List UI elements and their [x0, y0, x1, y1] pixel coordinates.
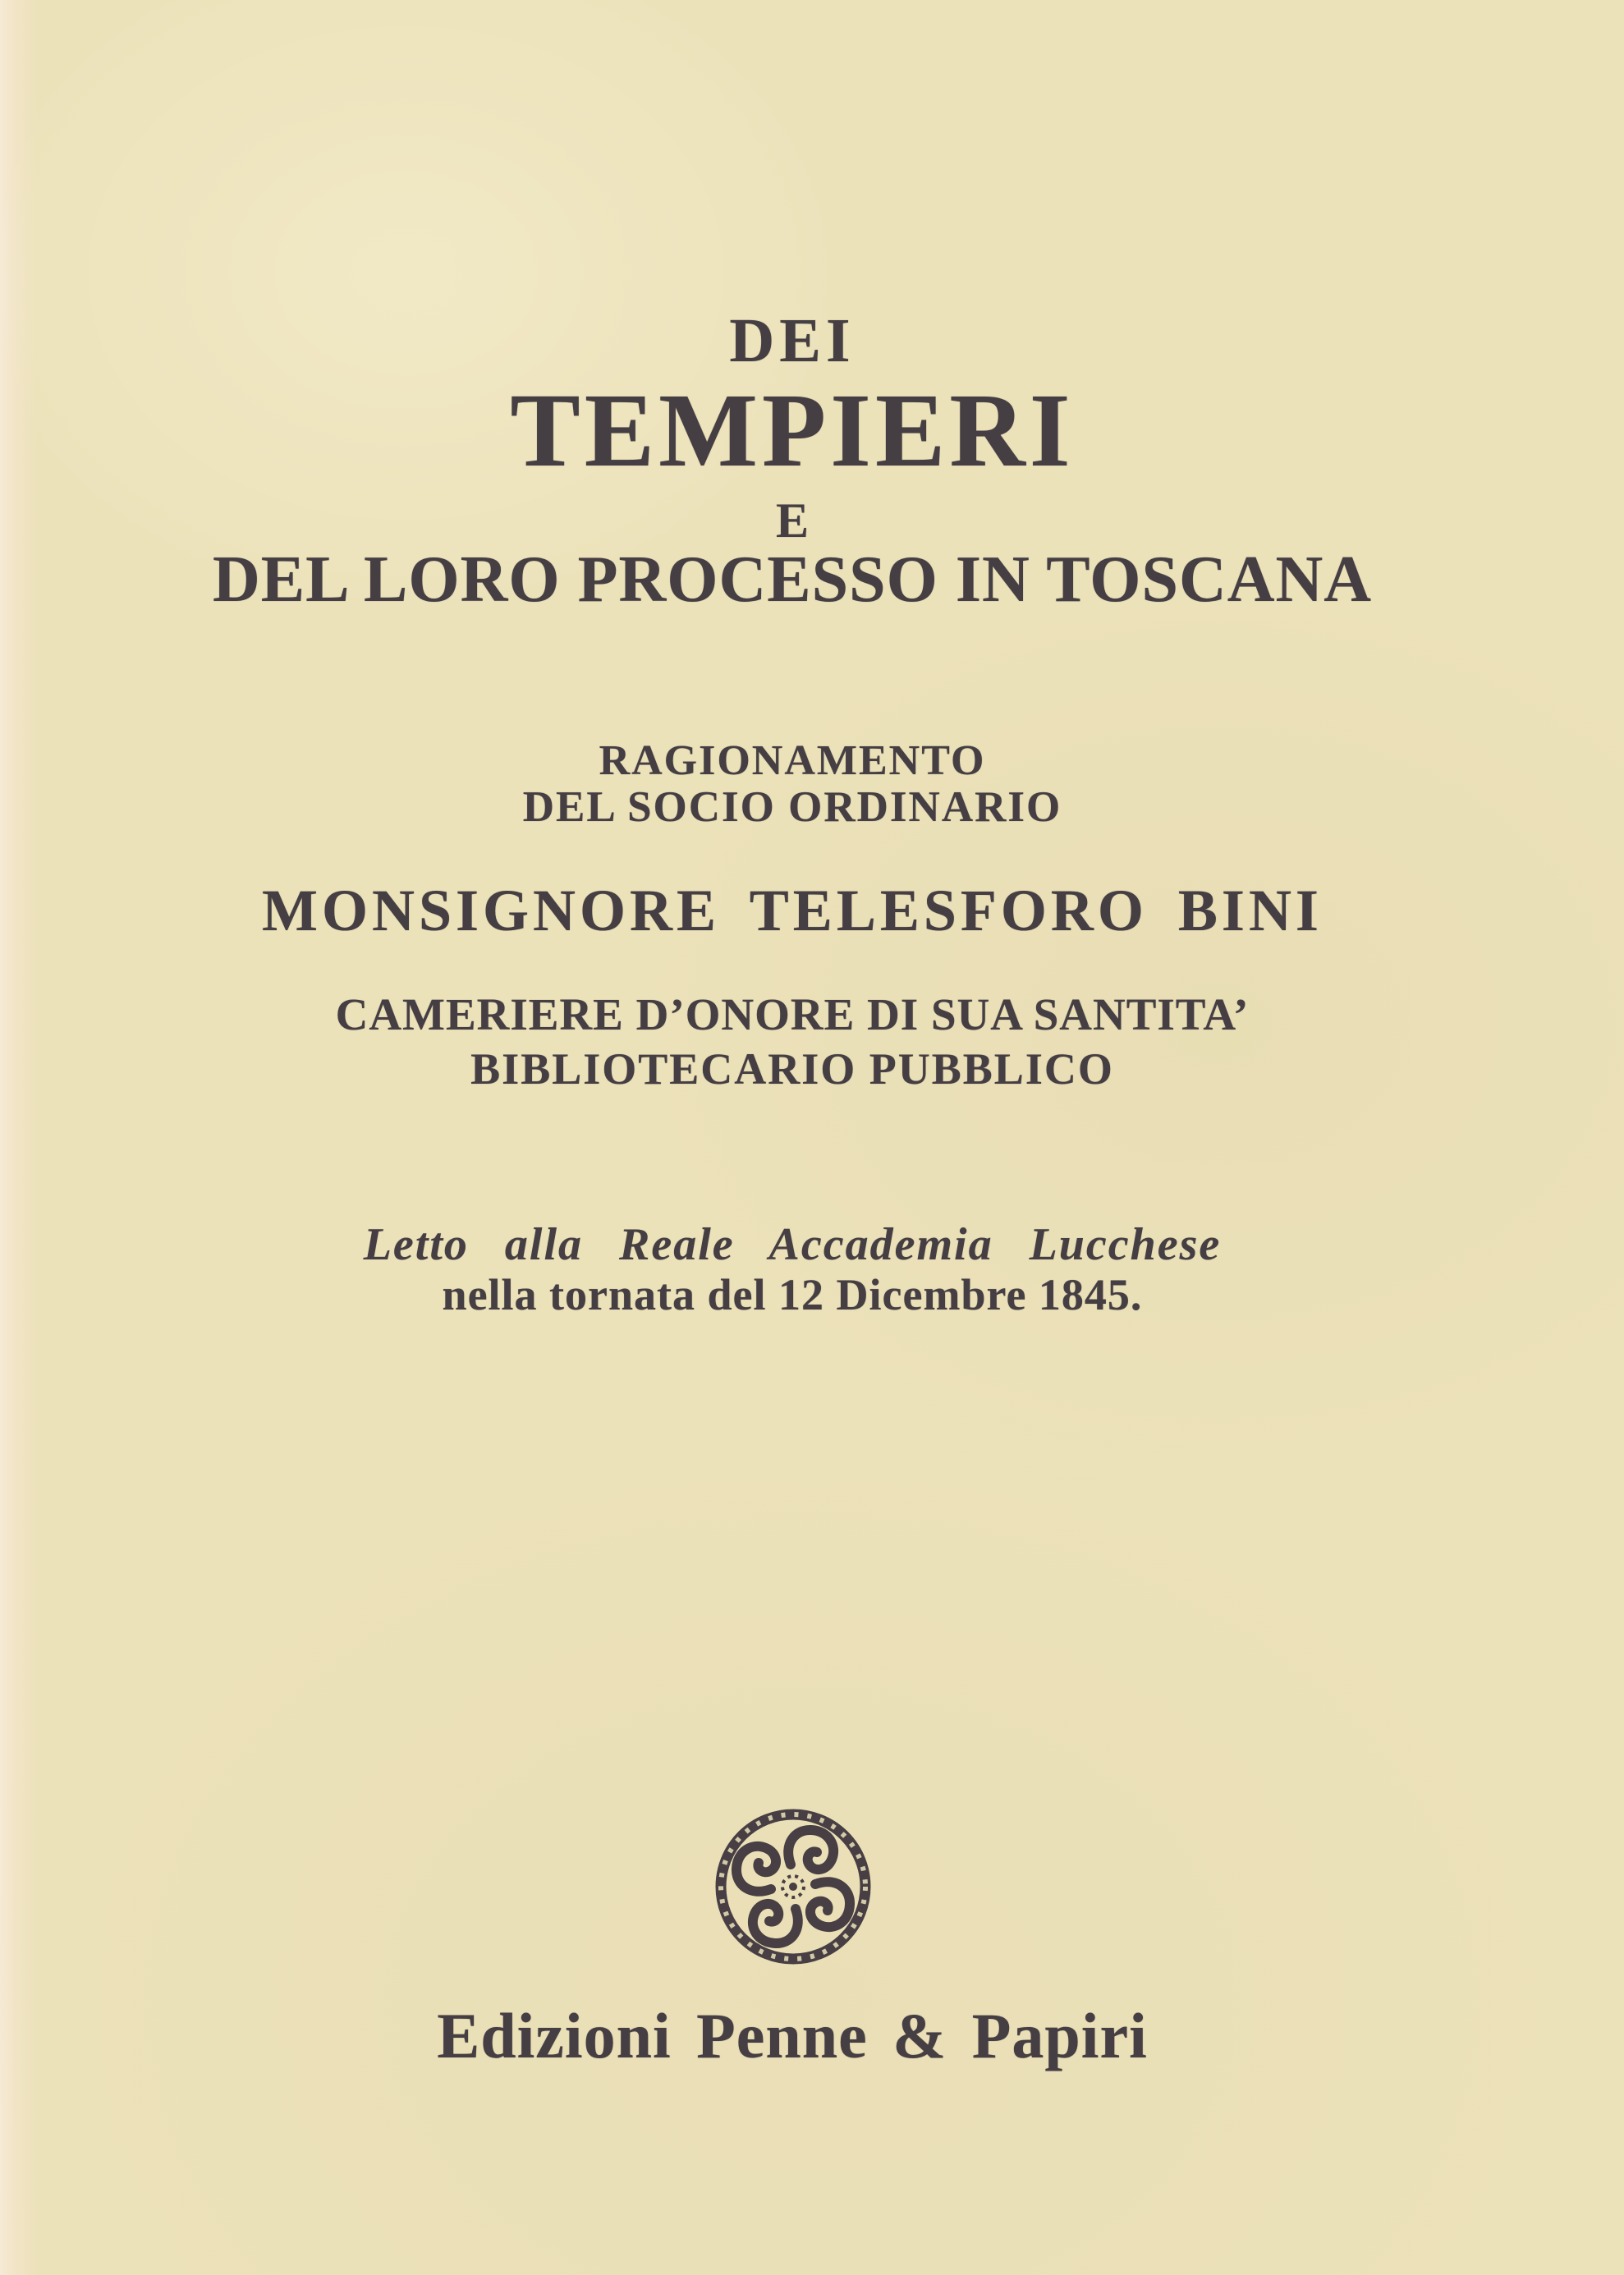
heading-ragionamento: RAGIONAMENTO — [599, 737, 986, 784]
book-title-main: TEMPIERI — [510, 372, 1075, 488]
author-name: MONSIGNORE TELESFORO BINI — [262, 878, 1323, 943]
publisher-name: Edizioni Penne & Papiri — [437, 2000, 1148, 2071]
author-title-line-1: CAMERIERE D’ONORE DI SUA SANTITA’ — [335, 989, 1250, 1039]
heading-socio-ordinario: DEL SOCIO ORDINARIO — [522, 783, 1062, 831]
author-title-line-2: BIBLIOTECARIO PUBBLICO — [470, 1044, 1114, 1094]
book-title-prefix: DEI — [729, 306, 856, 375]
book-title-subtitle: DEL LORO PROCESSO IN TOSCANA — [212, 544, 1373, 616]
publisher-ornament-icon — [711, 1805, 875, 1969]
lecture-note-date-line: nella tornata del 12 Dicembre 1845. — [442, 1270, 1143, 1319]
book-title-conjunction: E — [775, 493, 810, 548]
lecture-note-script-line: Letto alla Reale Accademia Lucchese — [363, 1219, 1222, 1270]
